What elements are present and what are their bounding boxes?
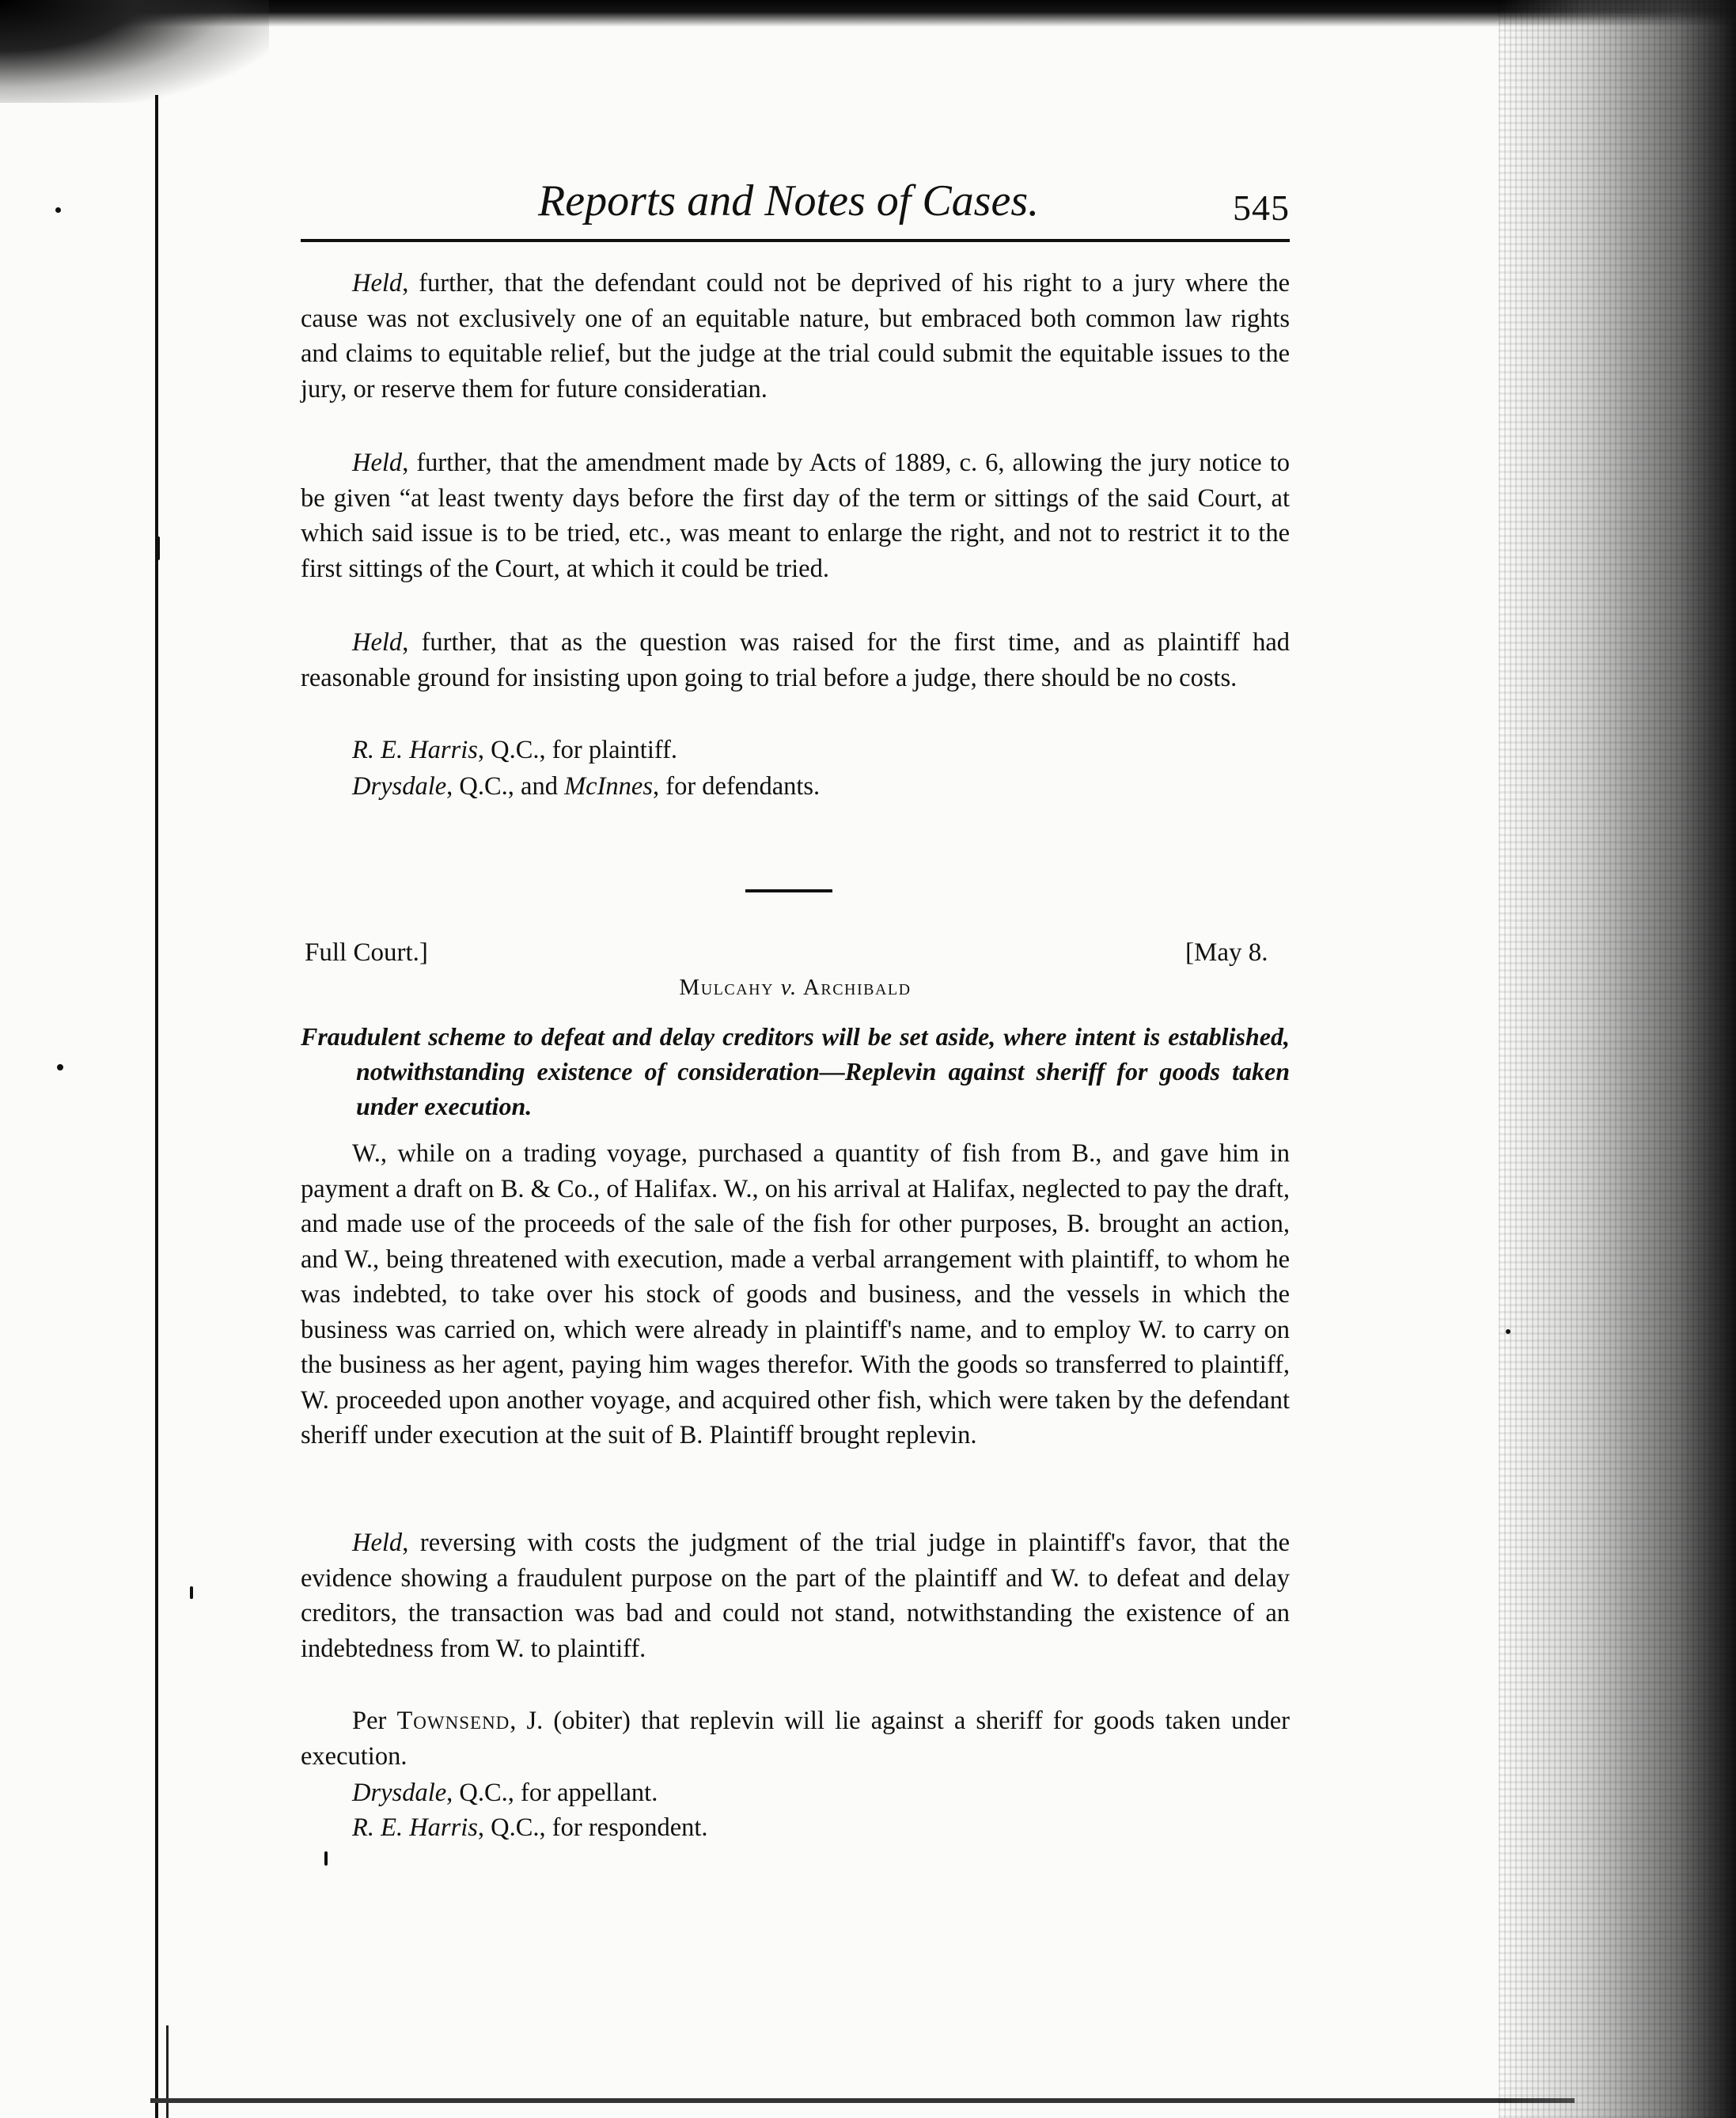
scan-corner-shadow (0, 0, 269, 103)
header-rule (301, 239, 1290, 242)
page-left-border-lower (166, 2025, 169, 2118)
per-label: Per (352, 1707, 387, 1735)
held-paragraph-3 (301, 625, 1290, 695)
held-label: Held (352, 449, 403, 477)
held-paragraph-case2 (301, 1525, 1290, 1666)
counsel-role: , Q.C., for plaintiff. (477, 736, 678, 764)
counsel-name: R. E. Harris (352, 1813, 478, 1842)
held-text: , reversing with costs the judgment of the trial judge in plaintiff's favor, that the evidence showing a fraudulent purpose on the part of the plaintiff and W. to defeat and delay creditors, the transaction was bad and could not stand, notwithstanding the existence of an indebtedness from W. to plaintiff. (301, 1529, 1290, 1663)
running-title: Reports and Notes of Cases. (538, 176, 1040, 225)
held-label: Held (352, 1529, 403, 1557)
per-curiam-paragraph (301, 1703, 1290, 1774)
court-name: Full Court.] (305, 938, 428, 967)
scan-speck (190, 1586, 193, 1599)
counsel-name: McInnes (564, 772, 654, 801)
page-number: 545 (1233, 188, 1290, 228)
headnote: Fraudulent scheme to defeat and delay creditors will be set aside, where intent is established, notwithstanding existence of consideration—Replevin against sheriff for goods taken under execution. (301, 1022, 1290, 1120)
held-label: Held (352, 628, 403, 657)
scan-binding-shadow (1499, 0, 1736, 2118)
party-respondent: Archibald (802, 975, 912, 1000)
section-divider (745, 889, 832, 892)
held-text: , further, that the amendment made by Acts of 1889, c. 6, allowing the jury notice to be given “at least twenty days before the first day of the term or sittings of the said Court, at which said issue is to be tried, etc., was meant to enlarge the right, and not to restrict it to the first sittings of the Court, at which it could be tried. (301, 449, 1290, 583)
counsel-plaintiff (352, 733, 677, 767)
held-paragraph-2 (301, 445, 1290, 586)
counsel-respondent (352, 1810, 708, 1845)
page-bottom-border (150, 2098, 1575, 2103)
facts-paragraph: W., while on a trading voyage, purchased a quantity of fish from B., and gave him in payment a draft on B. & Co., of Halifax. W., on his arrival at Halifax, neglected to pay the draft, and made use of the proceeds of the sale of the fish for other purposes, B. brought an action, and W., being threatened with execution, made a verbal arrangement with plaintiff, to whom he was indebted, to take over his stock of goods and business, and the vessels in which the business was carried on, which were already in plaintiff's name, and to employ W. to carry on the business as her agent, paying him wages therefor. With the goods so transferred to plaintiff, W. proceeded upon another voyage, and acquired other fish, which were taken by the defendant sheriff under execution at the suit of B. Plaintiff brought replevin. (301, 1139, 1290, 1449)
judge-name: Townsend (396, 1707, 510, 1735)
held-label: Held (352, 269, 403, 297)
page-left-border (155, 95, 158, 2118)
counsel-name: Drysdale (352, 1779, 447, 1807)
counsel-role: , for defendants. (653, 772, 821, 801)
scan-speck (57, 1064, 63, 1070)
scan-speck (1506, 1329, 1510, 1334)
running-header (301, 176, 1290, 239)
counsel-role: , Q.C., for respondent. (477, 1813, 708, 1842)
counsel-name: R. E. Harris (352, 736, 478, 764)
per-text: , J. (obiter) that replevin will lie against a sheriff for goods taken under execution. (301, 1707, 1291, 1771)
held-text: , further, that as the question was raised for the first time, and as plaintiff had reasonable ground for insisting upon going to trial before a judge, there should be no costs. (301, 628, 1290, 692)
counsel-appellant (352, 1775, 658, 1810)
versus: v. (780, 975, 798, 1000)
party-appellant: Mulcahy (679, 975, 775, 1000)
case-title (301, 975, 1290, 1001)
scan-speck (155, 536, 160, 560)
held-paragraph-1 (301, 266, 1290, 407)
held-text: , further, that the defendant could not be deprived of his right to a jury where the cause was not exclusively one of an equitable nature, but embraced both common law rights and claims to equitable relief, but the judge at the trial could submit the equitable issues to the jury, or reserve them for future consideratian. (301, 269, 1290, 404)
scan-speck (324, 1851, 328, 1866)
counsel-joiner: , Q.C., and (446, 772, 565, 801)
counsel-defendants (352, 769, 820, 804)
counsel-role: , Q.C., for appellant. (446, 1779, 658, 1807)
scan-speck (55, 207, 61, 213)
counsel-name: Drysdale (352, 772, 447, 801)
decision-date: [May 8. (1185, 938, 1268, 967)
